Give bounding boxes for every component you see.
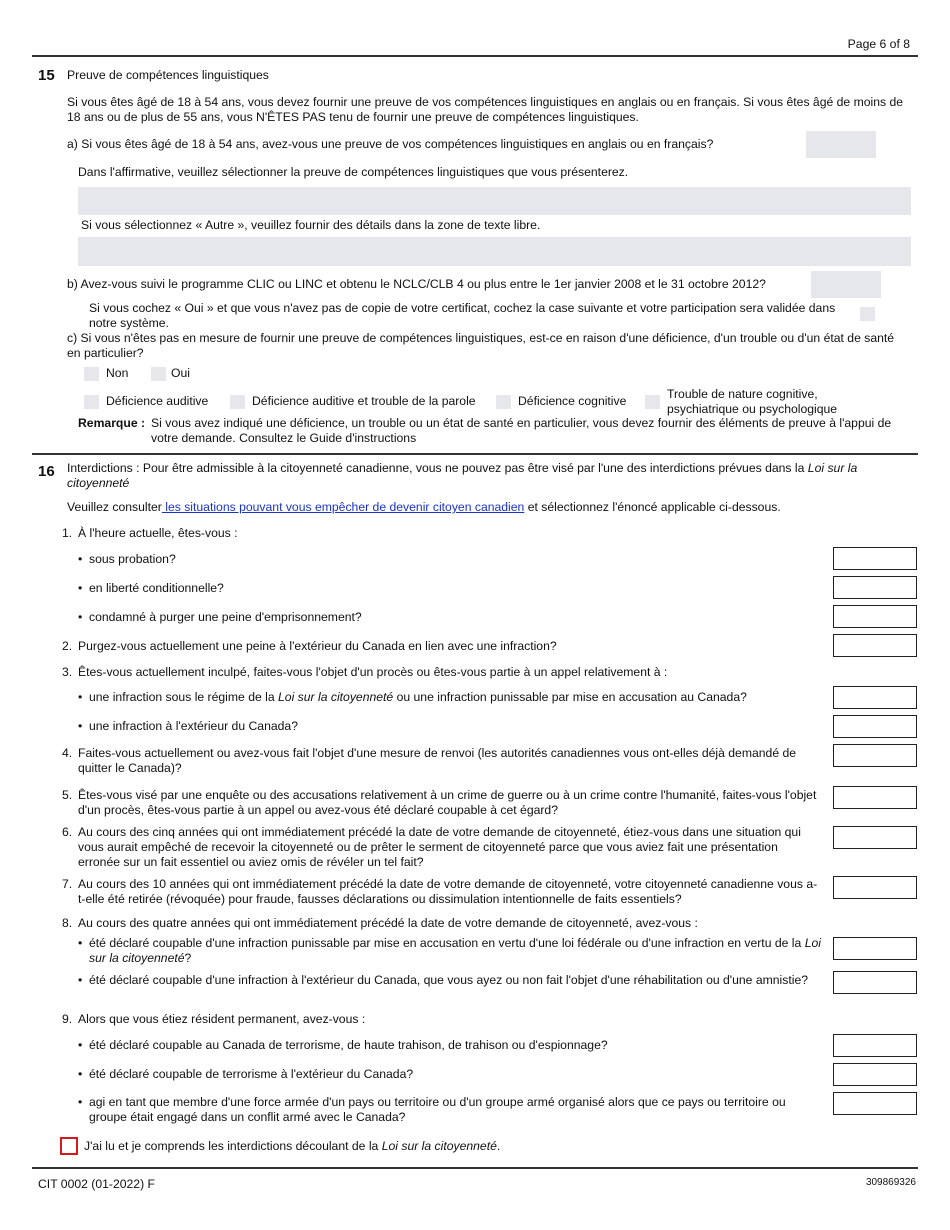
divider <box>32 55 918 57</box>
q2-text: Purgez-vous actuellement une peine à l'extérieur du Canada en lien avec une infraction? <box>78 639 557 653</box>
q1b-text: en liberté conditionnelle? <box>89 581 224 595</box>
divider <box>32 1167 918 1169</box>
hearing-checkbox[interactable] <box>84 395 99 409</box>
bullet: • <box>78 719 83 733</box>
q9b-text: été déclaré coupable de terrorisme à l'extérieur du Canada? <box>89 1067 414 1081</box>
bullet: • <box>78 936 83 950</box>
section-16-intro: Interdictions : Pour être admissible à la citoyenneté canadienne, vous ne pouvez pas être visé par l'une des interdictions prévues dans la Loi sur la citoyenneté <box>67 461 858 490</box>
q1c-text: condamné à purger une peine d'emprisonnement? <box>89 610 362 624</box>
q9-number: 9. <box>62 1012 73 1026</box>
q3b-text: une infraction à l'extérieur du Canada? <box>89 719 298 733</box>
q7-number: 7. <box>62 877 73 891</box>
other-details-input[interactable] <box>78 237 911 266</box>
q5-answer[interactable] <box>833 786 917 809</box>
q1-number: 1. <box>62 526 73 540</box>
cognitive-label: Déficience cognitive <box>518 394 627 408</box>
non-label: Non <box>106 366 129 380</box>
bullet: • <box>78 610 83 624</box>
q8-text: Au cours des quatre années qui ont immédiatement précédé la date de votre demande de citoyenneté, avez-vous : <box>78 916 698 930</box>
bullet: • <box>78 1095 83 1109</box>
psych-label: Trouble de nature cognitive, psychiatrique ou psychologique <box>667 387 838 416</box>
q8b-answer[interactable] <box>833 971 917 994</box>
q3b-answer[interactable] <box>833 715 917 738</box>
barcode-number: 309869326 <box>865 1177 916 1188</box>
q9b-answer[interactable] <box>833 1063 917 1086</box>
q9a-answer[interactable] <box>833 1034 917 1057</box>
q6-number: 6. <box>62 825 73 839</box>
bullet: • <box>78 1038 83 1052</box>
q9c-answer[interactable] <box>833 1092 917 1115</box>
q3a-text: une infraction sous le régime de la Loi sur la citoyenneté ou une infraction punissable par mise en accusation au Canada? <box>89 690 747 704</box>
q7-text: Au cours des 10 années qui ont immédiatement précédé la date de votre demande de citoyenneté, votre citoyenneté canadienne vous a-t-elle été retirée (révoquée) pour fraude, fausses déclarations ou dissimulation intentionnelle de faits essentiels? <box>78 877 818 906</box>
remark-text: Si vous avez indiqué une déficience, un trouble ou un état de santé en particulier, vous devez fournir des éléments de preuve à l'appui de votre demande. Consultez le Guide d'instructions <box>151 416 892 445</box>
section-number-16: 16 <box>38 463 55 480</box>
q1a-text: sous probation? <box>89 552 176 566</box>
prohibitions-link[interactable]: les situations pouvant vous empêcher de devenir citoyen canadien <box>161 500 525 514</box>
q1-text: À l'heure actuelle, êtes-vous : <box>78 526 238 540</box>
q5-number: 5. <box>62 788 73 802</box>
hearing-label: Déficience auditive <box>106 394 209 408</box>
question-15c: c) Si vous n'êtes pas en mesure de fournir une preuve de compétences linguistiques, est-ce en raison d'une déficience, d'un trouble ou d'un état de santé en particulier? <box>67 331 895 360</box>
q1b-answer[interactable] <box>833 576 917 599</box>
q6-text: Au cours des cinq années qui ont immédiatement précédé la date de votre demande de citoyenneté, étiez-vous dans une situation qui vous aurait empêché de recevoir la citoyenneté ou de prêter le serment de citoyenneté parce que vous aviez fait une présentation erronée sur un fait essentiel ou aviez omis de révéler un tel fait? <box>78 825 801 869</box>
q8b-text: été déclaré coupable d'une infraction à l'extérieur du Canada, que vous ayez ou non fait l'objet d'une réhabilitation ou d'une amnistie? <box>89 973 808 987</box>
q1c-answer[interactable] <box>833 605 917 628</box>
consult-line: Veuillez consulter les situations pouvant vous empêcher de devenir citoyen canadien et sélectionnez l'énoncé applicable ci-dessous. <box>67 500 781 514</box>
q2-answer[interactable] <box>833 634 917 657</box>
section-15-title: Preuve de compétences linguistiques <box>67 68 269 82</box>
q4-text: Faites-vous actuellement ou avez-vous fait l'objet d'une mesure de renvoi (les autorités canadiennes vous ont-elles déjà demandé de quitter le Canada)? <box>78 746 797 775</box>
oui-label: Oui <box>171 366 190 380</box>
q9-text: Alors que vous étiez résident permanent, avez-vous : <box>78 1012 366 1026</box>
hearing-speech-label: Déficience auditive et trouble de la parole <box>252 394 476 408</box>
cognitive-checkbox[interactable] <box>496 395 511 409</box>
q7-answer[interactable] <box>833 876 917 899</box>
form-id: CIT 0002 (01-2022) F <box>38 1177 155 1191</box>
q6-answer[interactable] <box>833 826 917 849</box>
psych-checkbox[interactable] <box>645 395 660 409</box>
acknowledge-checkbox[interactable] <box>60 1137 78 1155</box>
question-15a-note: Dans l'affirmative, veuillez sélectionner la preuve de compétences linguistiques que vous présenterez. <box>78 165 629 179</box>
q8a-answer[interactable] <box>833 937 917 960</box>
question-15a-answer-select[interactable] <box>806 131 876 158</box>
oui-checkbox[interactable] <box>151 367 166 381</box>
q9c-text: agi en tant que membre d'une force armée d'un pays ou territoire ou d'un groupe armé organisé alors que ce pays ou territoire ou groupe était engagé dans un conflit armé avec le Canada? <box>89 1095 786 1124</box>
non-checkbox[interactable] <box>84 367 99 381</box>
q3-text: Êtes-vous actuellement inculpé, faites-vous l'objet d'un procès ou êtes-vous partie à un appel relativement à : <box>78 665 668 679</box>
section-15-intro: Si vous êtes âgé de 18 à 54 ans, vous devez fournir une preuve de vos compétences linguistiques en anglais ou en français. Si vous êtes âgé de moins de 18 ans ou de plus de 55 ans, vous N'ÊTES PAS tenu de fournir une preuve de compétences linguistiques. <box>67 95 904 124</box>
bullet: • <box>78 690 83 704</box>
q5-text: Êtes-vous visé par une enquête ou des accusations relativement à un crime de guerre ou à un crime contre l'humanité, faites-vous l'objet d'un procès, êtes-vous partie à un appel ou avez-vous été déclaré coupable à cet égard? <box>78 788 817 817</box>
certificate-checkbox[interactable] <box>860 307 875 321</box>
q8a-text: été déclaré coupable d'une infraction punissable par mise en accusation en vertu d'une loi fédérale ou d'une infraction en vertu de la Loi sur la citoyenneté? <box>89 936 821 965</box>
q2-number: 2. <box>62 639 73 653</box>
question-15a: a) Si vous êtes âgé de 18 à 54 ans, avez-vous une preuve de vos compétences linguistiques en anglais ou en français? <box>67 137 714 151</box>
section-number-15: 15 <box>38 67 55 84</box>
q8-number: 8. <box>62 916 73 930</box>
remark-label: Remarque : <box>78 416 146 430</box>
other-instructions: Si vous sélectionnez « Autre », veuillez fournir des détails dans la zone de texte libre. <box>81 218 541 232</box>
question-15b-answer-select[interactable] <box>811 271 881 298</box>
hearing-speech-checkbox[interactable] <box>230 395 245 409</box>
q1a-answer[interactable] <box>833 547 917 570</box>
bullet: • <box>78 1067 83 1081</box>
acknowledge-label: J'ai lu et je comprends les interdictions découlant de la Loi sur la citoyenneté. <box>84 1139 501 1153</box>
q4-answer[interactable] <box>833 744 917 767</box>
question-15b: b) Avez-vous suivi le programme CLIC ou LINC et obtenu le NCLC/CLB 4 ou plus entre le 1er janvier 2008 et le 31 octobre 2012? <box>67 277 766 291</box>
page-number: Page 6 of 8 <box>847 37 910 51</box>
q4-number: 4. <box>62 746 73 760</box>
q9a-text: été déclaré coupable au Canada de terrorisme, de haute trahison, de trahison ou d'espionnage? <box>89 1038 608 1052</box>
divider <box>32 453 918 455</box>
q3-number: 3. <box>62 665 73 679</box>
question-15b-note: Si vous cochez « Oui » et que vous n'avez pas de copie de votre certificat, cochez la case suivante et votre participation sera validée dans notre système. <box>89 301 836 330</box>
bullet: • <box>78 973 83 987</box>
bullet: • <box>78 552 83 566</box>
language-proof-select[interactable] <box>78 187 911 215</box>
bullet: • <box>78 581 83 595</box>
q3a-answer[interactable] <box>833 686 917 709</box>
